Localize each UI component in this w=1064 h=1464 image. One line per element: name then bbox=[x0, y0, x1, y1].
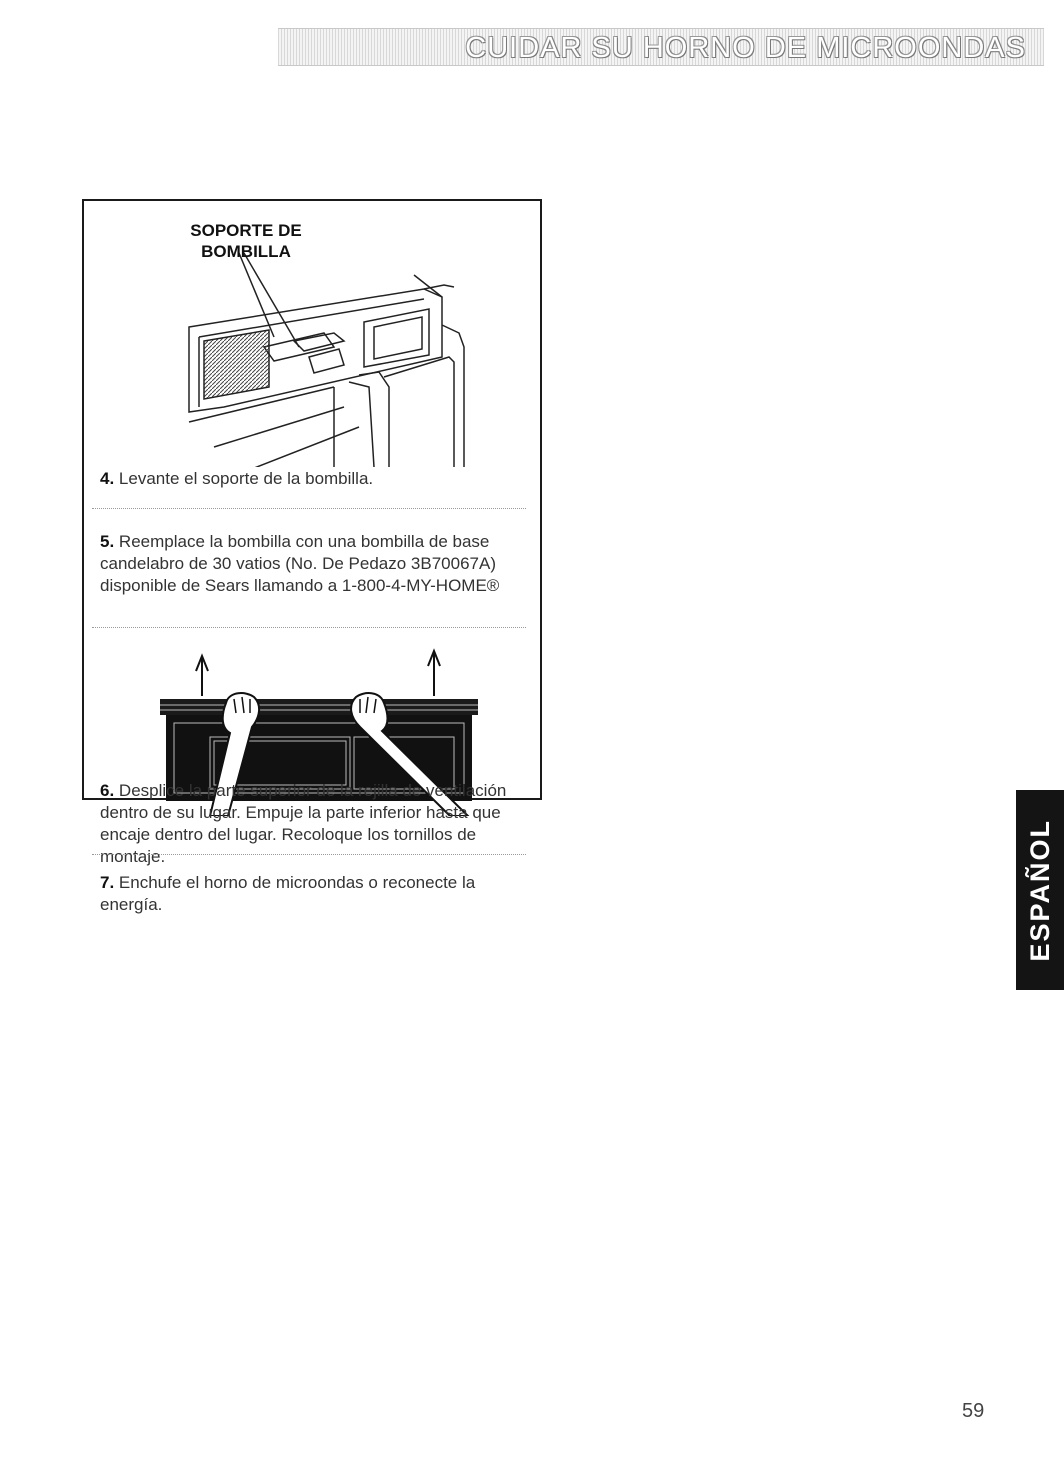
step-text: Levante el soporte de la bombilla. bbox=[118, 469, 374, 488]
step-5 bbox=[100, 531, 530, 597]
step-text: Enchufe el horno de microondas o reconecte la energía. bbox=[100, 873, 476, 914]
figure-label-line2: BOMBILLA bbox=[201, 242, 291, 261]
bulb-holder-illustration bbox=[184, 237, 484, 467]
figure-label-line1: SOPORTE DE bbox=[190, 221, 302, 240]
instructions-panel bbox=[82, 199, 542, 914]
figure-label bbox=[176, 220, 316, 262]
step-7 bbox=[100, 872, 530, 916]
step-text: Desplice la parte superior de la rejilla de ventilación dentro de su lugar. Empuje la parte inferior hasta que encaje dentro del lugar. Recoloque los tornillos de montaje. bbox=[100, 781, 507, 866]
language-tab-label: ESPAÑOL bbox=[1024, 818, 1055, 962]
step-text: Reemplace la bombilla con una bombilla de base candelabro de 30 vatios (No. De Pedazo 3B70067A) disponible de Sears llamando a 1-800-4-MY-HOME® bbox=[100, 532, 500, 595]
divider bbox=[92, 627, 526, 628]
language-tab bbox=[1016, 790, 1064, 990]
step-4 bbox=[100, 468, 530, 490]
section-title: CUIDAR SU HORNO DE MICROONDAS bbox=[465, 32, 1026, 64]
step-number: 5. bbox=[100, 532, 115, 551]
step-number: 6. bbox=[100, 781, 115, 800]
divider bbox=[92, 854, 526, 855]
header-bar bbox=[278, 28, 1044, 66]
step-number: 4. bbox=[100, 469, 115, 488]
step-number: 7. bbox=[100, 873, 115, 892]
page-number: 59 bbox=[962, 1400, 985, 1422]
divider bbox=[92, 508, 526, 509]
